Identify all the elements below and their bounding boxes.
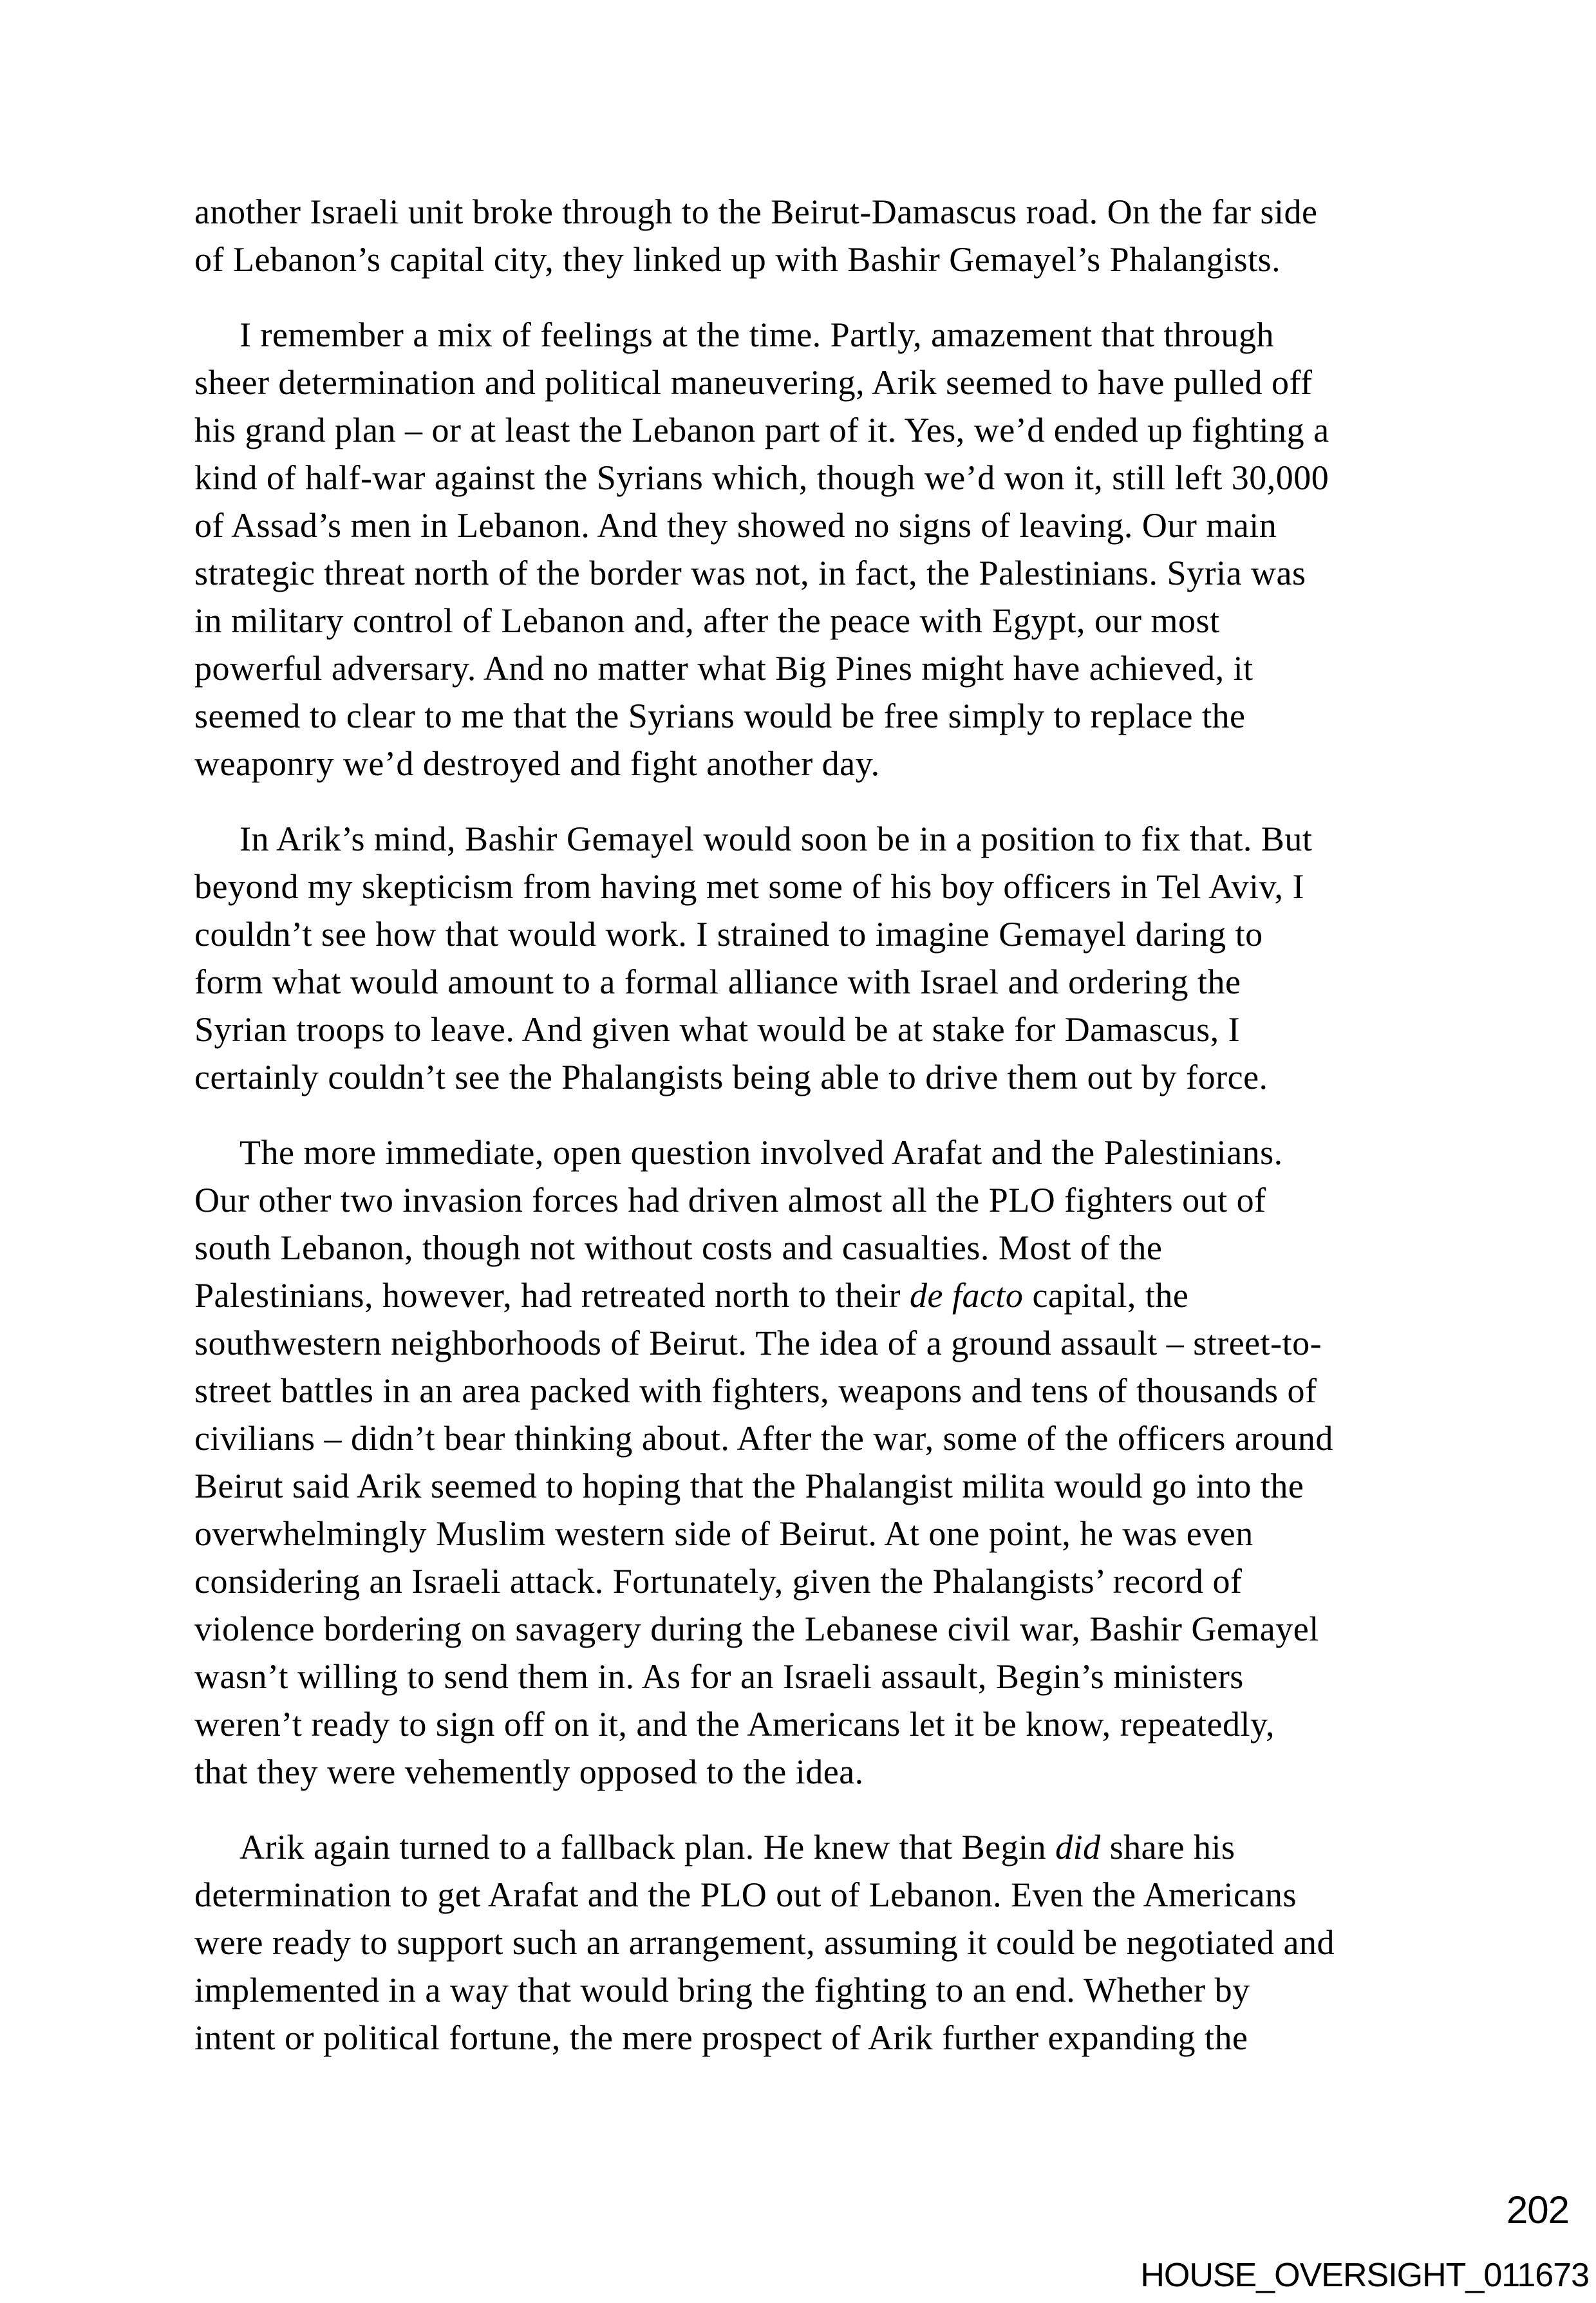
text-line: strategic threat north of the border was not, in fact, the Palestinians. Syria was bbox=[194, 554, 1306, 592]
text-line: Arik again turned to a fallback plan. He knew that Begin did share his bbox=[239, 1828, 1235, 1866]
text-line: I remember a mix of feelings at the time. Partly, amazement that through bbox=[239, 315, 1274, 354]
text-line: couldn’t see how that would work. I strained to imagine Gemayel daring to bbox=[194, 915, 1263, 954]
text-line: weren’t ready to sign off on it, and the Americans let it be know, repeatedly, bbox=[194, 1705, 1275, 1744]
text-line: another Israeli unit broke through to the Beirut-Damascus road. On the far side bbox=[194, 193, 1318, 231]
text-line: Syrian troops to leave. And given what would be at stake for Damascus, I bbox=[194, 1010, 1241, 1049]
paragraph bbox=[194, 815, 1431, 1101]
text-line: Palestinians, however, had retreated north to their de facto capital, the bbox=[194, 1276, 1189, 1315]
page-number: 202 bbox=[1506, 2188, 1569, 2232]
paragraph bbox=[194, 1129, 1431, 1796]
text-line: The more immediate, open question involved Arafat and the Palestinians. bbox=[239, 1133, 1283, 1172]
text-line: his grand plan – or at least the Lebanon part of it. Yes, we’d ended up fighting a bbox=[194, 411, 1329, 449]
paragraph bbox=[194, 1823, 1431, 2062]
text-line: Beirut said Arik seemed to hoping that the Phalangist milita would go into the bbox=[194, 1467, 1304, 1505]
paragraph bbox=[194, 311, 1431, 787]
text-line: of Lebanon’s capital city, they linked up with Bashir Gemayel’s Phalangists. bbox=[194, 240, 1281, 279]
text-line: seemed to clear to me that the Syrians would be free simply to replace the bbox=[194, 697, 1246, 735]
text-line: southwestern neighborhoods of Beirut. The idea of a ground assault – street-to- bbox=[194, 1324, 1322, 1362]
text-line: in military control of Lebanon and, after the peace with Egypt, our most bbox=[194, 601, 1220, 640]
text-line: kind of half-war against the Syrians which, though we’d won it, still left 30,000 bbox=[194, 458, 1329, 497]
text-line: that they were vehemently opposed to the idea. bbox=[194, 1753, 864, 1791]
text-line: civilians – didn’t bear thinking about. After the war, some of the officers around bbox=[194, 1419, 1333, 1458]
text-line: Our other two invasion forces had driven almost all the PLO fighters out of bbox=[194, 1181, 1266, 1219]
text-line: beyond my skepticism from having met some of his boy officers in Tel Aviv, I bbox=[194, 867, 1304, 906]
text-line: wasn’t willing to send them in. As for an Israeli assault, Begin’s ministers bbox=[194, 1657, 1244, 1696]
text-line: In Arik’s mind, Bashir Gemayel would soon be in a position to fix that. But bbox=[239, 820, 1313, 858]
text-line: determination to get Arafat and the PLO out of Lebanon. Even the Americans bbox=[194, 1875, 1297, 1914]
bates-number: HOUSE_OVERSIGHT_011673 bbox=[1140, 2257, 1589, 2294]
text-line: sheer determination and political maneuvering, Arik seemed to have pulled off bbox=[194, 363, 1313, 402]
text-line: implemented in a way that would bring the fighting to an end. Whether by bbox=[194, 1971, 1250, 2009]
text-line: of Assad’s men in Lebanon. And they showed no signs of leaving. Our main bbox=[194, 506, 1277, 545]
text-line: weaponry we’d destroyed and fight another day. bbox=[194, 744, 880, 783]
text-line: intent or political fortune, the mere prospect of Arik further expanding the bbox=[194, 2018, 1248, 2057]
text-line: street battles in an area packed with fighters, weapons and tens of thousands of bbox=[194, 1371, 1317, 1410]
paragraph bbox=[194, 188, 1431, 283]
text-line: powerful adversary. And no matter what Big Pines might have achieved, it bbox=[194, 649, 1253, 688]
text-line: certainly couldn’t see the Phalangists being able to drive them out by force. bbox=[194, 1058, 1268, 1096]
text-line: overwhelmingly Muslim western side of Beirut. At one point, he was even bbox=[194, 1514, 1253, 1553]
text-line: violence bordering on savagery during the Lebanese civil war, Bashir Gemayel bbox=[194, 1610, 1319, 1648]
text-line: form what would amount to a formal alliance with Israel and ordering the bbox=[194, 963, 1241, 1001]
body-text bbox=[194, 188, 1431, 2062]
text-line: were ready to support such an arrangement, assuming it could be negotiated and bbox=[194, 1923, 1335, 1962]
text-line: considering an Israeli attack. Fortunately, given the Phalangists’ record of bbox=[194, 1562, 1243, 1601]
text-line: south Lebanon, though not without costs and casualties. Most of the bbox=[194, 1228, 1163, 1267]
